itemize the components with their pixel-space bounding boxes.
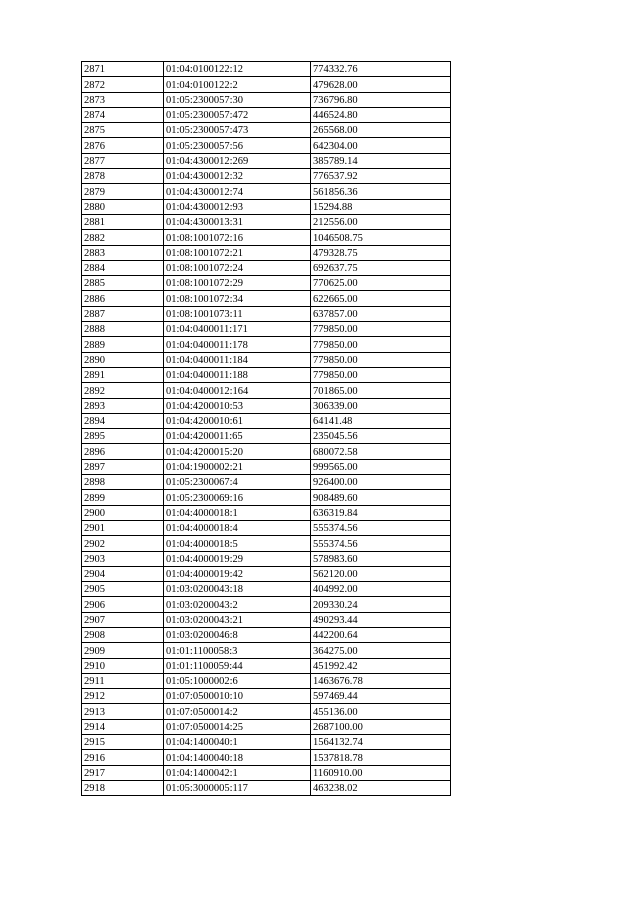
cadastral-number-cell: 01:04:4300012:74: [164, 184, 311, 199]
cadastral-number-cell: 01:04:1400042:1: [164, 765, 311, 780]
row-number-cell: 2908: [82, 627, 164, 642]
value-cell: 1160910.00: [311, 765, 451, 780]
cadastral-number-cell: 01:04:4000018:1: [164, 505, 311, 520]
row-number-cell: 2885: [82, 276, 164, 291]
row-number-cell: 2899: [82, 490, 164, 505]
table-row: [82, 413, 451, 428]
value-cell: 562120.00: [311, 566, 451, 581]
value-cell: 637857.00: [311, 306, 451, 321]
table-row: [82, 536, 451, 551]
cadastral-number-cell: 01:08:1001072:21: [164, 245, 311, 260]
value-cell: 306339.00: [311, 398, 451, 413]
table-row: [82, 337, 451, 352]
cadastral-number-cell: 01:04:4300012:32: [164, 169, 311, 184]
cadastral-number-cell: 01:04:4000018:4: [164, 520, 311, 535]
table-row: [82, 214, 451, 229]
value-cell: 779850.00: [311, 352, 451, 367]
value-cell: 442200.64: [311, 627, 451, 642]
row-number-cell: 2873: [82, 92, 164, 107]
table-row: [82, 352, 451, 367]
row-number-cell: 2891: [82, 367, 164, 382]
cadastral-number-cell: 01:05:3000005:117: [164, 780, 311, 795]
cadastral-number-cell: 01:08:1001073:11: [164, 306, 311, 321]
value-cell: 479628.00: [311, 77, 451, 92]
table-row: [82, 184, 451, 199]
value-cell: 779850.00: [311, 322, 451, 337]
value-cell: 15294.88: [311, 199, 451, 214]
value-cell: 446524.80: [311, 107, 451, 122]
row-number-cell: 2894: [82, 413, 164, 428]
table-row: [82, 505, 451, 520]
table-row: [82, 62, 451, 77]
value-cell: 776537.92: [311, 169, 451, 184]
row-number-cell: 2886: [82, 291, 164, 306]
value-cell: 555374.56: [311, 536, 451, 551]
table-row: [82, 689, 451, 704]
table-row: [82, 260, 451, 275]
row-number-cell: 2902: [82, 536, 164, 551]
value-cell: 908489.60: [311, 490, 451, 505]
row-number-cell: 2876: [82, 138, 164, 153]
row-number-cell: 2910: [82, 658, 164, 673]
table-row: [82, 612, 451, 627]
row-number-cell: 2905: [82, 582, 164, 597]
cadastral-number-cell: 01:04:4300012:93: [164, 199, 311, 214]
value-cell: 463238.02: [311, 780, 451, 795]
cadastral-number-cell: 01:08:1001072:16: [164, 230, 311, 245]
cadastral-number-cell: 01:03:0200043:2: [164, 597, 311, 612]
cadastral-number-cell: 01:03:0200043:21: [164, 612, 311, 627]
value-cell: 235045.56: [311, 429, 451, 444]
table-row: [82, 719, 451, 734]
value-cell: 490293.44: [311, 612, 451, 627]
row-number-cell: 2918: [82, 780, 164, 795]
row-number-cell: 2896: [82, 444, 164, 459]
value-cell: 265568.00: [311, 123, 451, 138]
row-number-cell: 2912: [82, 689, 164, 704]
row-number-cell: 2882: [82, 230, 164, 245]
cadastral-number-cell: 01:08:1001072:24: [164, 260, 311, 275]
row-number-cell: 2874: [82, 107, 164, 122]
row-number-cell: 2917: [82, 765, 164, 780]
row-number-cell: 2906: [82, 597, 164, 612]
cadastral-number-cell: 01:04:1400040:18: [164, 750, 311, 765]
row-number-cell: 2871: [82, 62, 164, 77]
cadastral-number-cell: 01:04:0400011:171: [164, 322, 311, 337]
cadastral-number-cell: 01:04:0100122:12: [164, 62, 311, 77]
table-body: [82, 62, 451, 796]
row-number-cell: 2887: [82, 306, 164, 321]
table-row: [82, 138, 451, 153]
cadastral-number-cell: 01:03:0200046:8: [164, 627, 311, 642]
row-number-cell: 2915: [82, 735, 164, 750]
cadastral-number-cell: 01:05:2300069:16: [164, 490, 311, 505]
cadastral-number-cell: 01:04:0400011:184: [164, 352, 311, 367]
value-cell: 561856.36: [311, 184, 451, 199]
table-row: [82, 322, 451, 337]
row-number-cell: 2880: [82, 199, 164, 214]
table-row: [82, 475, 451, 490]
cadastral-number-cell: 01:03:0200043:18: [164, 582, 311, 597]
cadastral-number-cell: 01:04:4000019:29: [164, 551, 311, 566]
cadastral-number-cell: 01:04:4000018:5: [164, 536, 311, 551]
table-row: [82, 582, 451, 597]
table-row: [82, 383, 451, 398]
row-number-cell: 2884: [82, 260, 164, 275]
table-row: [82, 199, 451, 214]
table-row: [82, 520, 451, 535]
cadastral-number-cell: 01:04:4200010:53: [164, 398, 311, 413]
table-row: [82, 627, 451, 642]
cadastral-number-cell: 01:07:0500014:2: [164, 704, 311, 719]
value-cell: 770625.00: [311, 276, 451, 291]
value-cell: 736796.80: [311, 92, 451, 107]
table-row: [82, 367, 451, 382]
row-number-cell: 2888: [82, 322, 164, 337]
value-cell: 926400.00: [311, 475, 451, 490]
value-cell: 451992.42: [311, 658, 451, 673]
table-row: [82, 291, 451, 306]
table-row: [82, 490, 451, 505]
row-number-cell: 2909: [82, 643, 164, 658]
row-number-cell: 2889: [82, 337, 164, 352]
table-row: [82, 597, 451, 612]
table-row: [82, 704, 451, 719]
table-row: [82, 245, 451, 260]
table-row: [82, 429, 451, 444]
cadastral-number-cell: 01:05:2300057:56: [164, 138, 311, 153]
cadastral-number-cell: 01:05:1000002:6: [164, 673, 311, 688]
value-cell: 680072.58: [311, 444, 451, 459]
row-number-cell: 2879: [82, 184, 164, 199]
cadastral-number-cell: 01:01:1100058:3: [164, 643, 311, 658]
table-row: [82, 444, 451, 459]
value-cell: 701865.00: [311, 383, 451, 398]
row-number-cell: 2875: [82, 123, 164, 138]
cadastral-number-cell: 01:07:0500014:25: [164, 719, 311, 734]
row-number-cell: 2898: [82, 475, 164, 490]
row-number-cell: 2901: [82, 520, 164, 535]
cadastral-number-cell: 01:05:2300067:4: [164, 475, 311, 490]
value-cell: 636319.84: [311, 505, 451, 520]
row-number-cell: 2877: [82, 153, 164, 168]
value-cell: 479328.75: [311, 245, 451, 260]
row-number-cell: 2914: [82, 719, 164, 734]
cadastral-number-cell: 01:07:0500010:10: [164, 689, 311, 704]
value-cell: 779850.00: [311, 367, 451, 382]
row-number-cell: 2904: [82, 566, 164, 581]
value-cell: 999565.00: [311, 459, 451, 474]
table-row: [82, 230, 451, 245]
row-number-cell: 2900: [82, 505, 164, 520]
table-row: [82, 169, 451, 184]
cadastral-number-cell: 01:04:0400012:164: [164, 383, 311, 398]
table-row: [82, 765, 451, 780]
value-cell: 64141.48: [311, 413, 451, 428]
table-row: [82, 735, 451, 750]
value-cell: 774332.76: [311, 62, 451, 77]
value-cell: 385789.14: [311, 153, 451, 168]
cadastral-number-cell: 01:04:1900002:21: [164, 459, 311, 474]
cadastral-number-cell: 01:04:0100122:2: [164, 77, 311, 92]
table-row: [82, 750, 451, 765]
value-cell: 2687100.00: [311, 719, 451, 734]
table-row: [82, 459, 451, 474]
data-table: [81, 61, 451, 796]
cadastral-number-cell: 01:04:0400011:188: [164, 367, 311, 382]
value-cell: 578983.60: [311, 551, 451, 566]
row-number-cell: 2916: [82, 750, 164, 765]
value-cell: 455136.00: [311, 704, 451, 719]
table-row: [82, 566, 451, 581]
value-cell: 597469.44: [311, 689, 451, 704]
cadastral-number-cell: 01:04:4200015:20: [164, 444, 311, 459]
cadastral-number-cell: 01:04:4000019:42: [164, 566, 311, 581]
row-number-cell: 2883: [82, 245, 164, 260]
table-row: [82, 153, 451, 168]
value-cell: 364275.00: [311, 643, 451, 658]
row-number-cell: 2893: [82, 398, 164, 413]
table-row: [82, 673, 451, 688]
cadastral-number-cell: 01:04:1400040:1: [164, 735, 311, 750]
table-row: [82, 643, 451, 658]
value-cell: 1463676.78: [311, 673, 451, 688]
table-row: [82, 276, 451, 291]
row-number-cell: 2872: [82, 77, 164, 92]
value-cell: 1046508.75: [311, 230, 451, 245]
row-number-cell: 2911: [82, 673, 164, 688]
value-cell: 209330.24: [311, 597, 451, 612]
row-number-cell: 2878: [82, 169, 164, 184]
cadastral-number-cell: 01:04:4200011:65: [164, 429, 311, 444]
value-cell: 779850.00: [311, 337, 451, 352]
row-number-cell: 2890: [82, 352, 164, 367]
table-row: [82, 92, 451, 107]
table-row: [82, 77, 451, 92]
value-cell: 642304.00: [311, 138, 451, 153]
table-row: [82, 780, 451, 795]
cadastral-number-cell: 01:05:2300057:473: [164, 123, 311, 138]
row-number-cell: 2881: [82, 214, 164, 229]
cadastral-number-cell: 01:01:1100059:44: [164, 658, 311, 673]
cadastral-number-cell: 01:05:2300057:30: [164, 92, 311, 107]
cadastral-number-cell: 01:05:2300057:472: [164, 107, 311, 122]
cadastral-number-cell: 01:04:4300013:31: [164, 214, 311, 229]
value-cell: 692637.75: [311, 260, 451, 275]
row-number-cell: 2895: [82, 429, 164, 444]
table-row: [82, 551, 451, 566]
table-row: [82, 398, 451, 413]
cadastral-number-cell: 01:04:4300012:269: [164, 153, 311, 168]
value-cell: 622665.00: [311, 291, 451, 306]
row-number-cell: 2903: [82, 551, 164, 566]
value-cell: 212556.00: [311, 214, 451, 229]
cadastral-number-cell: 01:04:4200010:61: [164, 413, 311, 428]
cadastral-number-cell: 01:08:1001072:29: [164, 276, 311, 291]
row-number-cell: 2907: [82, 612, 164, 627]
table-row: [82, 107, 451, 122]
row-number-cell: 2892: [82, 383, 164, 398]
table-row: [82, 658, 451, 673]
value-cell: 1564132.74: [311, 735, 451, 750]
table-row: [82, 306, 451, 321]
value-cell: 404992.00: [311, 582, 451, 597]
table-row: [82, 123, 451, 138]
cadastral-number-cell: 01:08:1001072:34: [164, 291, 311, 306]
row-number-cell: 2897: [82, 459, 164, 474]
value-cell: 1537818.78: [311, 750, 451, 765]
row-number-cell: 2913: [82, 704, 164, 719]
cadastral-number-cell: 01:04:0400011:178: [164, 337, 311, 352]
value-cell: 555374.56: [311, 520, 451, 535]
